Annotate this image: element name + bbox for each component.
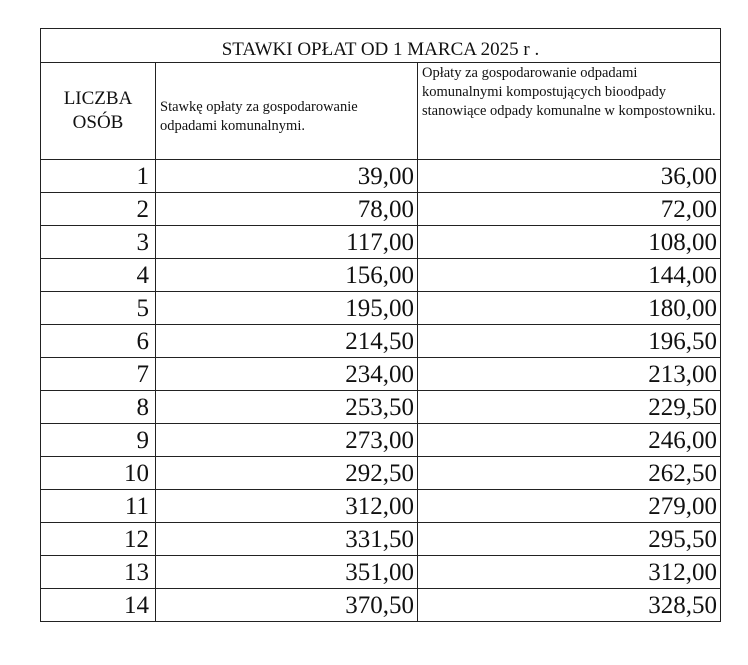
standard-rate-cell: 253,50 [156, 391, 418, 424]
standard-rate-cell: 195,00 [156, 292, 418, 325]
composting-rate-cell: 108,00 [418, 226, 721, 259]
table-row [41, 523, 721, 556]
table-row [41, 391, 721, 424]
person-count-cell: 2 [41, 193, 156, 226]
table-row [41, 490, 721, 523]
table-row [41, 226, 721, 259]
composting-rate-cell: 144,00 [418, 259, 721, 292]
composting-rate-cell: 180,00 [418, 292, 721, 325]
person-count-cell: 7 [41, 358, 156, 391]
header-person-count: LICZBA OSÓB [41, 63, 156, 160]
composting-rate-cell: 229,50 [418, 391, 721, 424]
header-standard-rate: Stawkę opłaty za gospodarowanie odpadami komunalnymi. [156, 63, 418, 160]
composting-rate-cell: 262,50 [418, 457, 721, 490]
person-count-cell: 14 [41, 589, 156, 622]
table-row [41, 424, 721, 457]
person-count-cell: 13 [41, 556, 156, 589]
person-count-cell: 10 [41, 457, 156, 490]
standard-rate-cell: 273,00 [156, 424, 418, 457]
header-row [41, 63, 721, 160]
standard-rate-cell: 156,00 [156, 259, 418, 292]
table-row [41, 325, 721, 358]
person-count-cell: 12 [41, 523, 156, 556]
composting-rate-cell: 312,00 [418, 556, 721, 589]
person-count-cell: 3 [41, 226, 156, 259]
standard-rate-cell: 117,00 [156, 226, 418, 259]
person-count-cell: 9 [41, 424, 156, 457]
table-row [41, 457, 721, 490]
composting-rate-cell: 196,50 [418, 325, 721, 358]
rates-table [40, 28, 721, 622]
header-composting-rate: Opłaty za gospodarowanie odpadami komunalnymi kompostujących bioodpady stanowiące odpady komunalne w kompostowniku. [418, 63, 721, 160]
standard-rate-cell: 351,00 [156, 556, 418, 589]
standard-rate-cell: 312,00 [156, 490, 418, 523]
table-row [41, 259, 721, 292]
person-count-cell: 4 [41, 259, 156, 292]
rates-table-body [41, 29, 721, 622]
standard-rate-cell: 292,50 [156, 457, 418, 490]
title-row [41, 29, 721, 63]
composting-rate-cell: 72,00 [418, 193, 721, 226]
composting-rate-cell: 279,00 [418, 490, 721, 523]
person-count-cell: 1 [41, 160, 156, 193]
composting-rate-cell: 213,00 [418, 358, 721, 391]
table-row [41, 193, 721, 226]
person-count-cell: 11 [41, 490, 156, 523]
standard-rate-cell: 370,50 [156, 589, 418, 622]
standard-rate-cell: 78,00 [156, 193, 418, 226]
table-title: STAWKI OPŁAT OD 1 MARCA 2025 r . [41, 29, 721, 63]
person-count-cell: 5 [41, 292, 156, 325]
table-row [41, 589, 721, 622]
table-row [41, 358, 721, 391]
standard-rate-cell: 214,50 [156, 325, 418, 358]
composting-rate-cell: 328,50 [418, 589, 721, 622]
composting-rate-cell: 295,50 [418, 523, 721, 556]
table-row [41, 160, 721, 193]
standard-rate-cell: 331,50 [156, 523, 418, 556]
standard-rate-cell: 234,00 [156, 358, 418, 391]
person-count-cell: 8 [41, 391, 156, 424]
table-row [41, 556, 721, 589]
person-count-cell: 6 [41, 325, 156, 358]
composting-rate-cell: 36,00 [418, 160, 721, 193]
table-row [41, 292, 721, 325]
composting-rate-cell: 246,00 [418, 424, 721, 457]
standard-rate-cell: 39,00 [156, 160, 418, 193]
